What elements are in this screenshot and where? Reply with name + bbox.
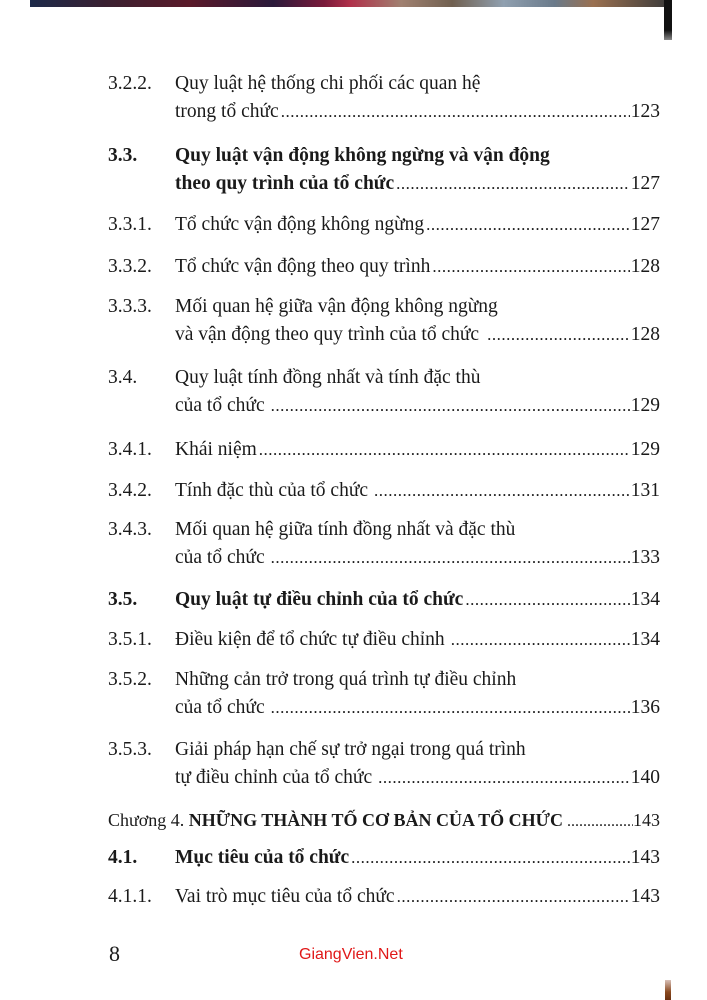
toc-entry [108, 70, 660, 126]
toc-entry [108, 211, 660, 239]
toc-entry-page: 143 [630, 847, 660, 868]
toc-entry-number: 3.5. [108, 589, 138, 610]
toc-entry-title: của tổ chức [175, 395, 265, 416]
toc-entry [108, 436, 660, 464]
toc-entry-number: 3.5.2. [108, 669, 152, 690]
leader-dots [351, 844, 630, 872]
toc-entry-number: 3.4. [108, 367, 138, 388]
toc-entry-page: 143 [630, 886, 660, 907]
chapter-prefix: Chương 4. [108, 810, 189, 830]
toc-entry-title: và vận động theo quy trình của tổ chức [175, 324, 480, 345]
leader-dots [465, 586, 629, 614]
toc-entry-number: 3.3.1. [108, 214, 152, 235]
leader-dots [378, 764, 630, 792]
toc-entry-title-line1: Mối quan hệ giữa vận động không ngừng [175, 296, 498, 317]
toc-chapter-page: 143 [633, 810, 660, 830]
toc-entry-title-line1: Quy luật tính đồng nhất và tính đặc thù [175, 367, 481, 388]
page-number: 8 [109, 941, 120, 966]
leader-dots [271, 392, 630, 420]
toc-entry-title-line1: Quy luật hệ thống chi phối các quan hệ [175, 73, 481, 94]
toc-entry-title: trong tổ chức [175, 101, 279, 122]
toc-entry-number: 3.4.2. [108, 480, 152, 501]
toc-entry-page: 134 [630, 589, 660, 610]
toc-entry [108, 477, 660, 505]
toc-entry-number: 3.3.2. [108, 256, 152, 277]
page-bottom-right-edge [665, 980, 671, 1000]
toc-entry-page: 129 [630, 395, 660, 416]
toc-entry-page: 133 [630, 547, 660, 568]
leader-dots [397, 883, 630, 911]
toc-entry [108, 516, 660, 572]
toc-entry [108, 736, 660, 792]
leader-dots [281, 98, 630, 126]
toc-entry-title: Khái niệm [175, 439, 257, 460]
toc-entry [108, 883, 660, 911]
toc-entry-page: 136 [630, 697, 660, 718]
toc-entry-title: tự điều chỉnh của tổ chức [175, 767, 373, 788]
toc-entry-number: 3.5.3. [108, 739, 152, 760]
leader-dots [271, 694, 630, 722]
toc-entry-page: 128 [630, 324, 660, 345]
leader-dots [374, 477, 630, 505]
toc-entry-title: Tổ chức vận động không ngừng [175, 214, 425, 235]
page-right-shadow [664, 0, 672, 40]
toc-entry-title-line1: Mối quan hệ giữa tính đồng nhất và đặc thù [175, 519, 516, 540]
toc-entry [108, 666, 660, 722]
toc-entry-page: 127 [630, 173, 660, 194]
toc-entry-title: Quy luật tự điều chỉnh của tổ chức [175, 589, 464, 610]
toc-entry [108, 844, 660, 872]
toc-entry-page: 128 [630, 256, 660, 277]
toc-entry-title: Vai trò mục tiêu của tổ chức [175, 886, 395, 907]
toc-entry [108, 142, 660, 198]
toc-entry-title: Mục tiêu của tổ chức [175, 847, 350, 868]
toc-entry-title: Điều kiện để tổ chức tự điều chỉnh [175, 629, 445, 650]
watermark: GiangVien.Net [299, 946, 403, 963]
leader-dots [426, 211, 630, 239]
leader-dots [271, 544, 630, 572]
book-photo-top-edge [30, 0, 670, 7]
toc-entry-title: của tổ chức [175, 697, 265, 718]
toc-entry-title-line1: Quy luật vận động không ngừng và vận động [175, 145, 550, 166]
toc-entry-page: 131 [630, 480, 660, 501]
toc-chapter-heading [108, 806, 660, 836]
toc-entry [108, 626, 660, 654]
toc-entry-number: 3.4.1. [108, 439, 152, 460]
leader-dots [259, 436, 630, 464]
toc-entry [108, 253, 660, 281]
leader-dots [487, 321, 630, 349]
toc-entry-title: của tổ chức [175, 547, 265, 568]
toc-entry-page: 129 [630, 439, 660, 460]
toc-entry [108, 586, 660, 614]
toc-entry-number: 4.1.1. [108, 886, 152, 907]
toc-entry-number: 3.5.1. [108, 629, 152, 650]
toc-entry-page: 127 [630, 214, 660, 235]
toc-entry-page: 134 [630, 629, 660, 650]
toc-entry-page: 123 [630, 101, 660, 122]
toc-entry-page: 140 [630, 767, 660, 788]
chapter-title: NHỮNG THÀNH TỐ CƠ BẢN CỦA TỔ CHỨC [188, 810, 563, 830]
toc-entry-title: Tính đặc thù của tổ chức [175, 480, 369, 501]
toc-entry-title: theo quy trình của tổ chức [175, 173, 395, 194]
leader-dots [432, 253, 629, 281]
leader-dots [567, 808, 633, 836]
toc-entry-number: 3.3. [108, 145, 138, 166]
toc-entry [108, 293, 660, 349]
toc-entry-title-line1: Giải pháp hạn chế sự trở ngại trong quá trình [175, 739, 526, 760]
toc-entry-title: Tổ chức vận động theo quy trình [175, 256, 431, 277]
toc-entry-number: 3.4.3. [108, 519, 152, 540]
toc-entry [108, 364, 660, 420]
toc-entry-title-line1: Những cản trở trong quá trình tự điều chỉnh [175, 669, 517, 690]
leader-dots [451, 626, 630, 654]
leader-dots [396, 170, 630, 198]
toc-entry-number: 4.1. [108, 847, 138, 868]
toc-entry-number: 3.3.3. [108, 296, 152, 317]
toc-entry-number: 3.2.2. [108, 73, 152, 94]
